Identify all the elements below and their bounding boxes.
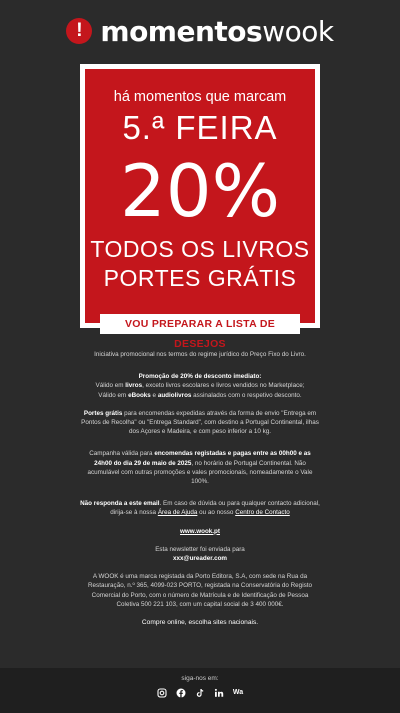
wishlist-button[interactable]: VOU PREPARAR A LISTA DE DESEJOS xyxy=(100,314,300,334)
t: , exceto livros escolares e livros vendidos no Marketplace; xyxy=(142,382,305,390)
linkedin-icon[interactable] xyxy=(214,687,225,698)
shipping-text xyxy=(80,409,320,437)
intro-text: Iniciativa promocional nos termos do regime jurídico do Preço Fixo do Livro. xyxy=(94,351,306,358)
logo[interactable] xyxy=(100,15,333,48)
t: , no horário de Portugal Continental. Não acumulável com outras promoções e vales promocionais, nomeadamente o Vale 100%. xyxy=(87,459,313,486)
compre-text: Compre online, escolha sites nacionais. xyxy=(141,619,259,627)
banner-line1: TODOS OS LIVROS xyxy=(90,236,310,262)
promo-details xyxy=(80,372,320,400)
legal-text: A WOOK é uma marca registada da Porto Editora, S.A, com sede na Rua da Restauração, n.º 365, 4099-023 PORTO, registada na Conservatória do Registo Comercial do Porto, com o número de Matrícula e de Identificação de Pessoa Coletiva 500 221 103, com um capital social de 3 400 000€. xyxy=(88,573,312,608)
instagram-icon[interactable] xyxy=(157,687,168,698)
campaign-text xyxy=(80,449,320,486)
t: Não responda a este email xyxy=(80,500,160,508)
wook-icon[interactable]: Wa xyxy=(232,689,244,696)
help-area-link[interactable]: Área de Ajuda xyxy=(157,509,198,517)
header xyxy=(0,0,400,62)
site-link-wrap xyxy=(80,527,320,536)
t: Portes grátis xyxy=(83,409,123,417)
t: Válido em xyxy=(98,391,129,399)
t: Campanha válida para xyxy=(89,450,155,458)
banner-percent: 20% xyxy=(119,149,281,233)
t: Válido em xyxy=(95,382,126,390)
facebook-icon[interactable] xyxy=(176,687,187,698)
t: ou ao nosso xyxy=(197,509,236,517)
t: e xyxy=(150,391,158,399)
t: audiolivros xyxy=(157,391,192,399)
content xyxy=(80,350,320,636)
banner-tagline: há momentos que marcam xyxy=(113,89,287,105)
sent-email: xxx@ureader.com xyxy=(172,555,228,563)
no-reply-text xyxy=(80,499,320,517)
logo-badge-icon[interactable]: ! xyxy=(66,18,92,44)
t: eBooks xyxy=(128,391,151,399)
banner-day: 5.ª FEIRA xyxy=(122,109,278,146)
t: encomendas registadas e pagas entre as 00h00 e as 24h00 do dia 29 de maio de 2025 xyxy=(94,450,311,467)
tiktok-icon[interactable] xyxy=(195,687,206,698)
t: . Em caso de dúvida ou para qualquer contacto adicional, dirija-se à nossa xyxy=(110,500,320,517)
t: livros xyxy=(125,382,143,390)
social-icons xyxy=(0,687,400,698)
t: assinalados com o respetivo desconto. xyxy=(191,391,302,399)
banner-inner xyxy=(85,69,315,323)
banner-line2: PORTES GRÁTIS xyxy=(103,265,297,291)
contact-center-link[interactable]: Centro de Contacto xyxy=(235,509,290,517)
logo-light: wook xyxy=(262,14,334,48)
promo-banner[interactable] xyxy=(80,64,320,328)
footer xyxy=(0,668,400,713)
t: Esta newsletter foi enviada para xyxy=(155,545,245,553)
t: para encomendas expedidas através da forma de envio "Entrega em Pontos de Recolha" ou "Entrega Standard", com destino a Portugal Continental, ilhas dos Açores e Madeira, e com peso inferior a 10 kg. xyxy=(81,409,319,436)
sent-to xyxy=(80,545,320,563)
promo-title: Promoção de 20% de desconto imediato: xyxy=(138,373,262,381)
site-link[interactable]: www.wook.pt xyxy=(180,527,220,535)
follow-us: siga-nos em: xyxy=(181,675,219,682)
logo-bold: momentos xyxy=(100,14,263,48)
